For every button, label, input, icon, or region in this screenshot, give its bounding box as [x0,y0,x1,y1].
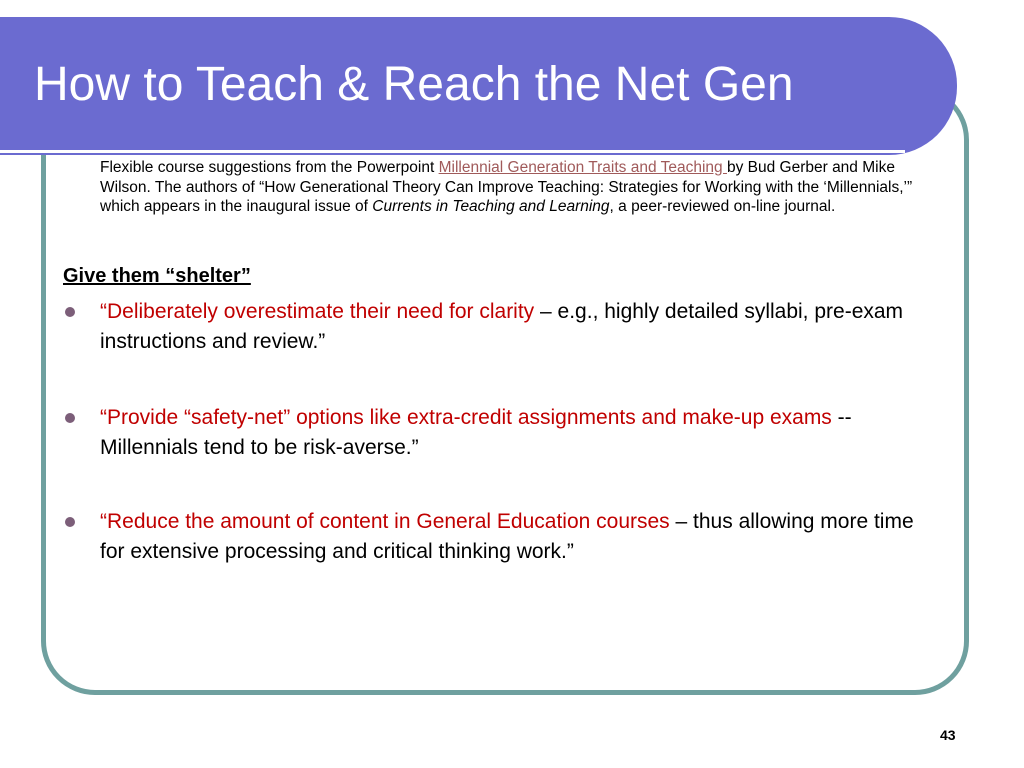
section-heading: Give them “shelter” [63,265,251,287]
intro-prefix: Flexible course suggestions from the Powerpoint [100,159,439,176]
bullet-dot-icon [65,307,75,317]
bullet-item-safety-net [100,403,930,463]
bullet-dot-icon [65,517,75,527]
bullet-highlight: “Provide “safety-net” options like extra-credit assignments and make-up exams [100,406,832,429]
slide-title: How to Teach & Reach the Net Gen [34,58,794,111]
bullet-rest: -- Millennials tend to be risk-averse.” [100,406,852,459]
intro-middle: by Bud Gerber and Mike Wilson. The authors of “How Generational Theory Can Improve Teaching: Strategies for Working with the ‘Millennials,’” which appears in the inaugural issue of [100,159,913,215]
bullet-highlight: “Reduce the amount of content in General Education courses [100,510,670,533]
title-underline-rule [0,150,905,153]
bullet-rest: – thus allowing more time for extensive processing and critical thinking work.” [100,510,914,563]
title-bar [0,17,957,155]
bullet-rest: – e.g., highly detailed syllabi, pre-exam instructions and review.” [100,300,904,353]
intro-paragraph [100,158,950,217]
page-number: 43 [940,727,956,743]
intro-suffix: , a peer-reviewed on-line journal. [609,198,836,215]
journal-title: Currents in Teaching and Learning [372,198,610,215]
bullet-highlight: “Deliberately overestimate their need for clarity [100,300,535,323]
bullet-item-reduce-content [100,507,930,567]
source-presentation-link[interactable]: Millennial Generation Traits and Teaching [438,159,727,176]
bullet-dot-icon [65,413,75,423]
bullet-item-clarity [100,297,930,357]
